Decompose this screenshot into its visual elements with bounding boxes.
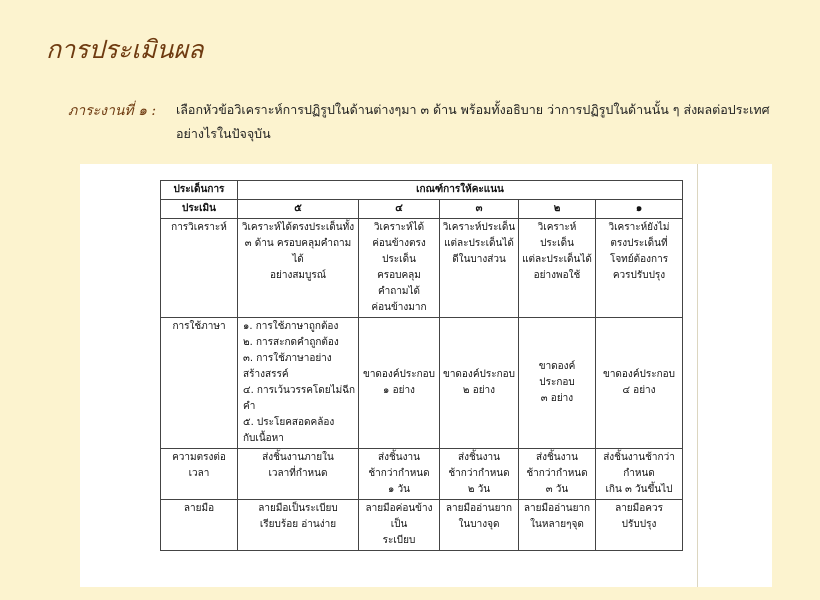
- criteria-cell: ลายมืออ่านยาก ในหลายๆจุด: [519, 500, 596, 551]
- issue-header-cont: ประเมิน: [161, 200, 238, 219]
- criteria-cell: ขาดองค์ประกอบ ๒ อย่าง: [440, 318, 519, 449]
- criteria-cell: วิเคราะห์ได้ตรงประเด็นทั้ง ๓ ด้าน ครอบคลุมคำถามได้ อย่างสมบูรณ์: [238, 219, 359, 318]
- criteria-cell: วิเคราะห์ประเด็น แต่ละประเด็นได้ อย่างพอใช้: [519, 219, 596, 318]
- sheet-divider: [697, 164, 698, 587]
- table-row: [161, 500, 683, 551]
- table-row: [161, 318, 683, 449]
- table-row: [161, 449, 683, 500]
- criteria-cell: ขาดองค์ประกอบ ๔ อย่าง: [596, 318, 683, 449]
- criteria-cell: วิเคราะห์ประเด็น แต่ละประเด็นได้ ดีในบางส่วน: [440, 219, 519, 318]
- criteria-cell: ลายมือค่อนข้างเป็น ระเบียบ: [359, 500, 440, 551]
- score-2: ๒: [519, 200, 596, 219]
- task-label: ภาระงานที่ ๑ :: [68, 103, 157, 119]
- score-3: ๓: [440, 200, 519, 219]
- table-row: [161, 219, 683, 318]
- row-label: ลายมือ: [161, 500, 238, 551]
- issue-header: ประเด็นการ: [161, 181, 238, 200]
- criteria-header: เกณฑ์การให้คะแนน: [238, 181, 683, 200]
- row-label: ความตรงต่อเวลา: [161, 449, 238, 500]
- criteria-cell: ลายมือเป็นระเบียบ เรียบร้อย อ่านง่าย: [238, 500, 359, 551]
- criteria-cell: ลายมือควร ปรับปรุง: [596, 500, 683, 551]
- score-4: ๔: [359, 200, 440, 219]
- row-label: การใช้ภาษา: [161, 318, 238, 449]
- rubric-header-row: [161, 181, 683, 200]
- score-5: ๕: [238, 200, 359, 219]
- criteria-cell: วิเคราะห์ได้ ค่อนข้างตรง ประเด็น ครอบคลุม คำถามได้ ค่อนข้างมาก: [359, 219, 440, 318]
- criteria-cell: ส่งชิ้นงาน ช้ากว่ากำหนด ๓ วัน: [519, 449, 596, 500]
- row-label: การวิเคราะห์: [161, 219, 238, 318]
- criteria-cell: ขาดองค์ประกอบ ๑ อย่าง: [359, 318, 440, 449]
- criteria-cell: ๑. การใช้ภาษาถูกต้อง ๒. การสะกดคำถูกต้อง ๓. การใช้ภาษาอย่าง สร้างสรรค์ ๔. การเว้นวรรคโดยไม่ฉีกคำ ๕. ประโยคสอดคล้อง กับเนื้อหา: [238, 318, 359, 449]
- task-description: เลือกหัวข้อวิเคราะห์การปฏิรูปในด้านต่างๆมา ๓ ด้าน พร้อมทั้งอธิบาย ว่าการปฏิรูปในด้านนั้น ๆ ส่งผลต่อประเทศอย่างไรในปัจจุบัน: [176, 102, 770, 141]
- rubric-table: [160, 180, 683, 551]
- criteria-cell: ลายมืออ่านยาก ในบางจุด: [440, 500, 519, 551]
- score-1: ๑: [596, 200, 683, 219]
- criteria-cell: วิเคราะห์ยังไม่ ตรงประเด็นที่ โจทย์ต้องการ ควรปรับปรุง: [596, 219, 683, 318]
- page-title: การประเมินผล: [46, 35, 204, 64]
- criteria-cell: ส่งชิ้นงานภายใน เวลาที่กำหนด: [238, 449, 359, 500]
- rubric-score-row: [161, 200, 683, 219]
- criteria-cell: ส่งชิ้นงาน ช้ากว่ากำหนด ๑ วัน: [359, 449, 440, 500]
- criteria-cell: ส่งชิ้นงานช้ากว่า กำหนด เกิน ๓ วันขึ้นไป: [596, 449, 683, 500]
- criteria-cell: ส่งชิ้นงาน ช้ากว่ากำหนด ๒ วัน: [440, 449, 519, 500]
- criteria-cell: ขาดองค์ประกอบ ๓ อย่าง: [519, 318, 596, 449]
